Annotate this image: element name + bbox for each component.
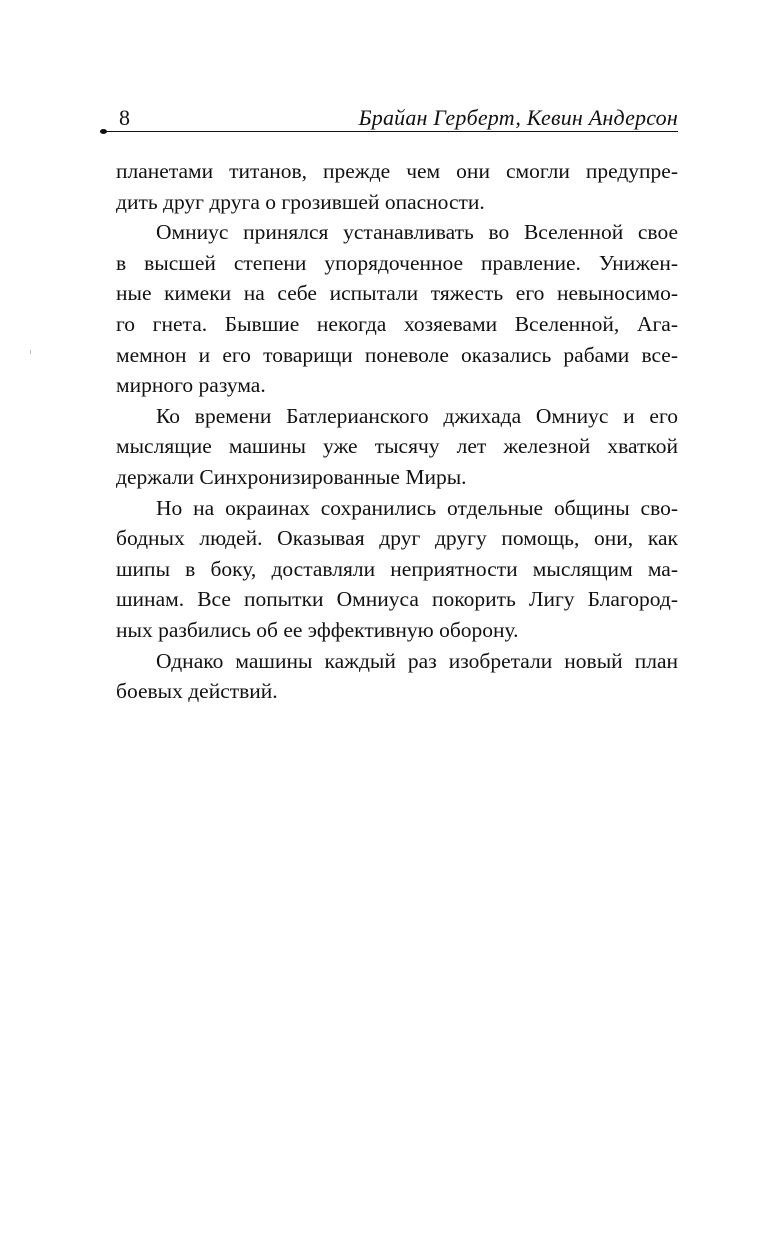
text-line-paragraph-start: Омниус принялся устанавливать во Вселенной свое	[156, 220, 678, 245]
text-line: мирного разума.	[116, 373, 266, 398]
text-line: мыслящие машины уже тысячу лет железной хваткой	[116, 434, 678, 459]
text-line: боевых действий.	[116, 679, 278, 704]
text-line: дить друг друга о грозившей опасности.	[116, 189, 485, 214]
page-header	[116, 104, 678, 132]
margin-mark	[30, 350, 31, 354]
running-head-authors: Брайан Герберт, Кевин Андерсон	[358, 105, 678, 130]
text-line: планетами титанов, прежде чем они смогли предупре-	[116, 159, 678, 183]
text-line: в высшей степени упорядоченное правление. Унижен-	[116, 250, 678, 275]
text-line: го гнета. Бывшие некогда хозяевами Вселенной, Ага-	[116, 311, 678, 336]
body-text	[116, 156, 678, 707]
text-line: шинам. Все попытки Омниуса покорить Лигу Благород-	[116, 587, 678, 612]
text-line: мемнон и его товарищи поневоле оказались рабами все-	[116, 342, 678, 367]
text-line: ные кимеки на себе испытали тяжесть его невыносимо-	[116, 281, 678, 306]
text-line-paragraph-start: Ко времени Батлерианского джихада Омниус и его	[156, 403, 678, 428]
text-line: шипы в боку, доставляли неприятности мыслящим ма-	[116, 556, 678, 581]
header-rule-ornament	[100, 129, 107, 134]
text-line-paragraph-start: Однако машины каждый раз изобретали новый план	[156, 648, 678, 673]
text-line: держали Синхронизированные Миры.	[116, 464, 467, 489]
page-number: 8	[119, 105, 130, 130]
header-rule	[104, 131, 678, 132]
text-line: ных разбились об ее эффективную оборону.	[116, 617, 519, 642]
text-line: бодных людей. Оказывая друг другу помощь, они, как	[116, 526, 678, 551]
text-line-paragraph-start: Но на окраинах сохранились отдельные общины сво-	[156, 495, 678, 520]
